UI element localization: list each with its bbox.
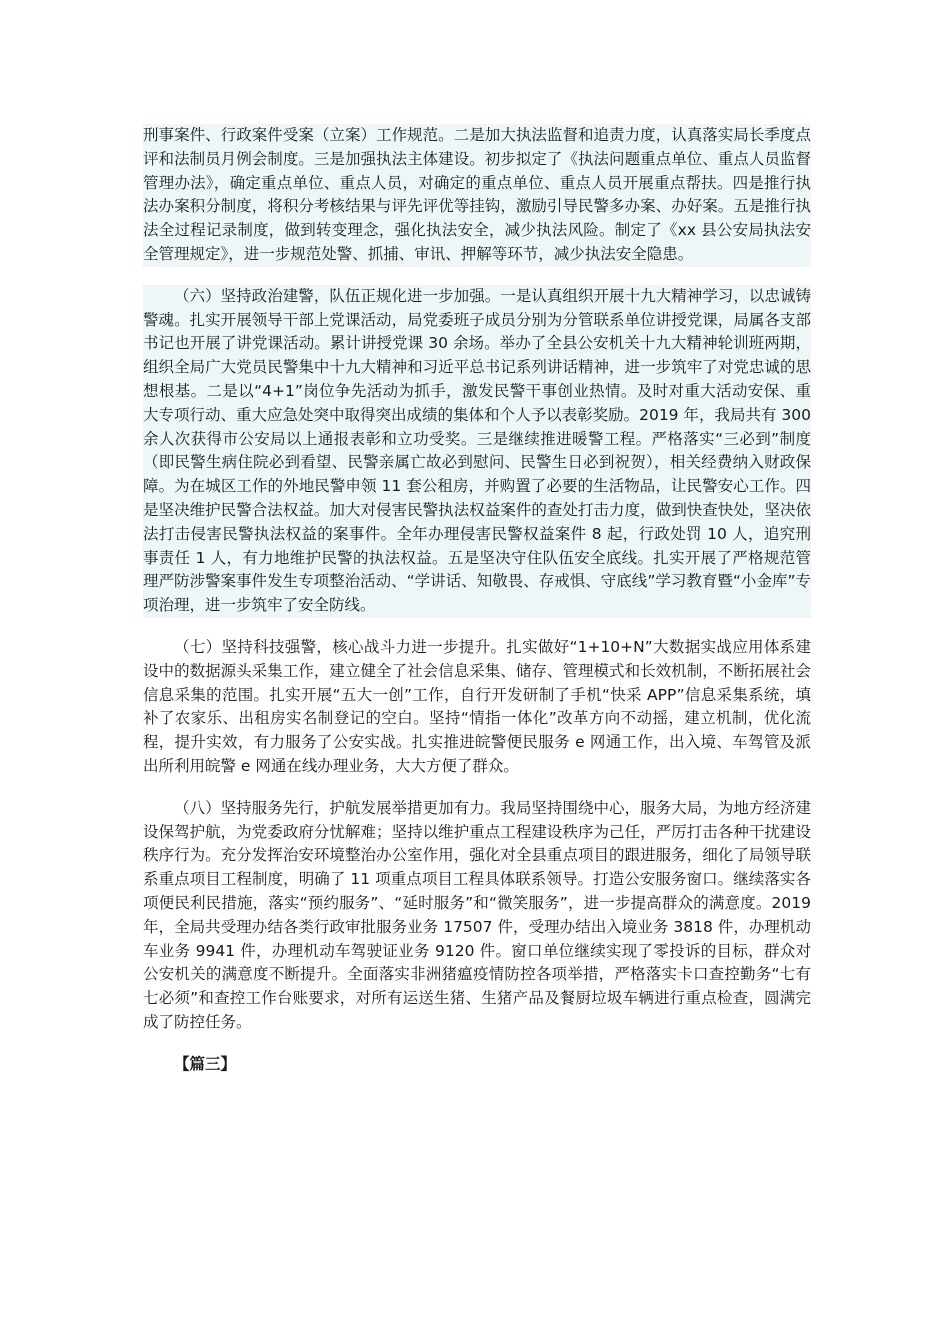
paragraph-technology: （七）坚持科技强警，核心战斗力进一步提升。扎实做好“1+10+N”大数据实战应用体系建设中的数据源头采集工作，建立健全了社会信息采集、储存、管理模式和长效机制，不断拓展社会信息采集的范围。扎实开展“五大一创”工作，自行开发研制了手机“快采 APP”信息采集系统，填补了农家乐、出租房实名制登记的空白。坚持“情指一体化”改革方向不动摇，建立机制，优化流程，提升实效，有力服务了公安实战。扎实推进皖警便民服务 e 网通工作，出入境、车驾管及派出所利用皖警 e 网通在线办理业务，大大方便了群众。 <box>143 637 811 775</box>
section-heading: 【篇三】 <box>174 1054 237 1073</box>
document-body <box>143 124 811 1076</box>
paragraph-service: （八）坚持服务先行，护航发展举措更加有力。我局坚持围绕中心，服务大局，为地方经济建设保驾护航，为党委政府分忧解难；坚持以维护重点工程建设秩序为己任，严厉打击各种干扰建设秩序行为。充分发挥治安环境整治办公室作用，强化对全县重点项目的跟进服务，细化了局领导联系重点项目工程制度，明确了 11 项重点项目工程具体联系领导。打造公安服务窗口。继续落实各项便民利民措施，落实“预约服务”、“延时服务”和“微笑服务”，进一步提高群众的满意度。2019 年，全局共受理办结各类行政审批服务业务 17507 件，受理办结出入境业务 3818 件，办理机动车业务 9941 件，办理机动车驾驶证业务 9120 件。窗口单位继续实现了零投诉的目标，群众对公安机关的满意度不断提升。全面落实非洲猪瘟疫情防控各项举措，严格落实卡口查控勤务“七有七必须”和查控工作台账要求，对所有运送生猪、生猪产品及餐厨垃圾车辆进行重点检查，圆满完成了防控任务。 <box>143 798 811 1031</box>
paragraph-political-building: （六）坚持政治建警，队伍正规化进一步加强。一是认真组织开展十九大精神学习，以忠诚铸警魂。扎实开展领导干部上党课活动，局党委班子成员分别为分管联系单位讲授党课，局属各支部书记也开展了讲党课活动。累计讲授党课 30 余场。举办了全县公安机关十九大精神轮训班两期，组织全局广大党员民警集中十九大精神和习近平总书记系列讲话精神，进一步筑牢了对党忠诚的思想根基。二是以“4+1”岗位争先活动为抓手，激发民警干事创业热情。及时对重大活动安保、重大专项行动、重大应急处突中取得突出成绩的集体和个人予以表彰奖励。2019 年，我局共有 300 余人次获得市公安局以上通报表彰和立功受奖。三是继续推进暖警工程。严格落实“三必到”制度（即民警生病住院必到看望、民警亲属亡故必到慰问、民警生日必到祝贺），相关经费纳入财政保障。为在城区工作的外地民警申领 11 套公租房，并购置了必要的生活物品，让民警安心工作。四是坚决维护民警合法权益。加大对侵害民警执法权益案件的查处打击力度，做到快查快处，坚决依法打击侵害民警执法权益的案事件。全年办理侵害民警权益案件 8 起，行政处罚 10 人，追究刑事责任 1 人，有力地维护民警的执法权益。五是坚决守住队伍安全底线。扎实开展了严格规范管理严防涉警案事件发生专项整治活动、“学讲话、知敬畏、存戒惧、守底线”学习教育暨“小金库”专项治理，进一步筑牢了安全防线。 <box>143 285 811 618</box>
paragraph-law-enforcement: 刑事案件、行政案件受案（立案）工作规范。二是加大执法监督和追责力度，认真落实局长季度点评和法制员月例会制度。三是加强执法主体建设。初步拟定了《执法问题重点单位、重点人员监督管理办法》，确定重点单位、重点人员，对确定的重点单位、重点人员开展重点帮扶。四是推行执法办案积分制度，将积分考核结果与评先评优等挂钩，激励引导民警多办案、办好案。五是推行执法全过程记录制度，做到转变理念，强化执法安全，减少执法风险。制定了《xx 县公安局执法安全管理规定》，进一步规范处警、抓捕、审讯、押解等环节，减少执法安全隐患。 <box>143 124 811 267</box>
